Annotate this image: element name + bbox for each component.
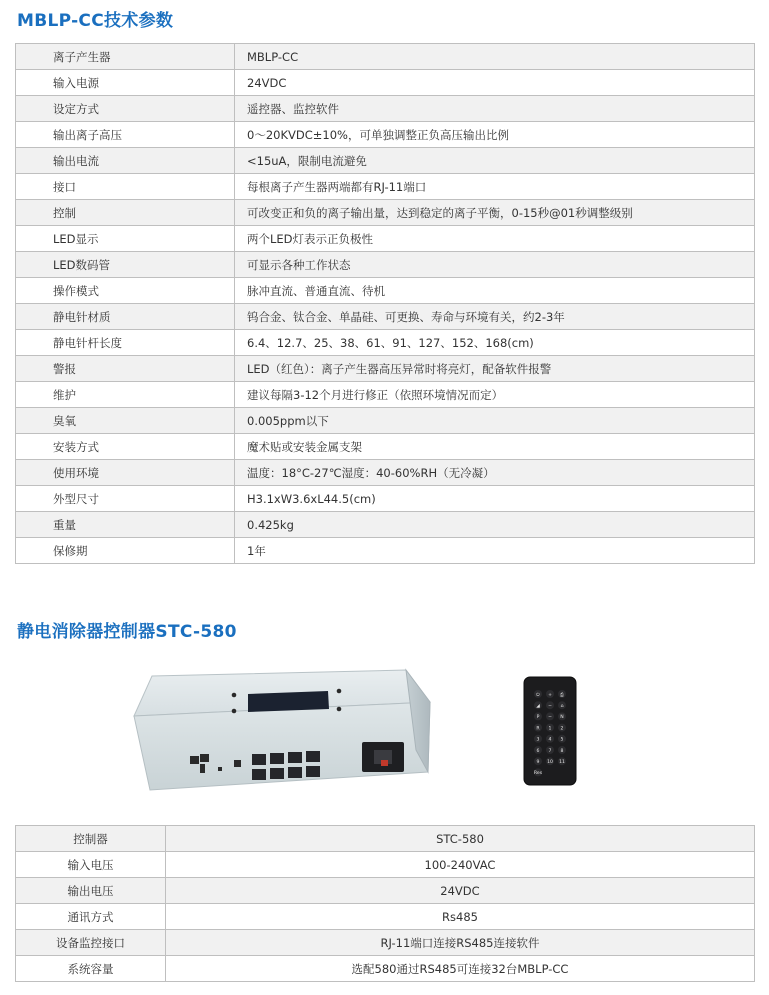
spec-value: 温度：18°C-27℃湿度：40-60%RH（无冷凝） [235,460,755,486]
section-title-mblp-cc: MBLP-CC技术参数 [17,11,174,31]
spec-row [16,956,755,982]
spec-key: 静电针材质 [16,304,235,330]
spec-key: 维护 [16,382,235,408]
spec-key: 系统容量 [16,956,166,982]
spec-row [16,512,755,538]
spec-value: MBLP-CC [235,44,755,70]
spec-key: 保修期 [16,538,235,564]
spec-row [16,826,755,852]
spec-row [16,200,755,226]
spec-row [16,930,755,956]
spec-value: 遥控器、监控软件 [235,96,755,122]
remote-key-label: − [548,704,552,709]
spec-row [16,878,755,904]
spec-row [16,434,755,460]
remote-key-label: N [560,715,564,721]
spec-value: 魔术贴或安装金属支架 [235,434,755,460]
spec-value: 6.4、12.7、25、38、61、91、127、152、168(cm) [235,330,755,356]
spec-value: 可显示各种工作状态 [235,252,755,278]
remote-key-label: ⎙ [560,692,564,698]
spec-key: 使用环境 [16,460,235,486]
spec-value: H3.1xW3.6xL44.5(cm) [235,486,755,512]
remote-key-label: 10 [547,760,553,765]
spec-row [16,148,755,174]
spec-key: 输出电压 [16,878,166,904]
spec-value: 1年 [235,538,755,564]
spec-value: Rs485 [166,904,755,930]
spec-row [16,382,755,408]
spec-key: LED数码管 [16,252,235,278]
remote-key-label: ◢ [536,704,540,709]
spec-key: 安装方式 [16,434,235,460]
spec-key: 设定方式 [16,96,235,122]
spec-key: 设备监控接口 [16,930,166,956]
spec-row [16,538,755,564]
spec-value: 0.425kg [235,512,755,538]
spec-row [16,70,755,96]
spec-key: 重量 [16,512,235,538]
remote-key-label: 11 [559,760,565,765]
spec-key: 离子产生器 [16,44,235,70]
spec-value: RJ-11端口连接RS485连接软件 [166,930,755,956]
spec-row [16,852,755,878]
spec-key: 接口 [16,174,235,200]
spec-row [16,904,755,930]
remote-key-label: 2 [560,726,564,732]
spec-value: 24VDC [235,70,755,96]
spec-row [16,356,755,382]
remote-key-label: R [536,726,540,732]
remote-control-image [523,676,577,786]
remote-key-label: 3 [536,737,540,743]
spec-value: 0.005ppm以下 [235,408,755,434]
remote-key-label: 7 [548,748,552,754]
remote-key-label: 9 [536,760,540,765]
spec-value: 24VDC [166,878,755,904]
spec-row [16,408,755,434]
remote-key-label: 6 [536,748,540,754]
spec-value: <15uA，限制电流避免 [235,148,755,174]
spec-key: 警报 [16,356,235,382]
spec-key: 输入电压 [16,852,166,878]
spec-key: 控制器 [16,826,166,852]
spec-row [16,460,755,486]
controller-device-image [130,668,442,792]
spec-row [16,252,755,278]
stc-580-spec-table [15,825,755,982]
spec-row [16,122,755,148]
spec-value: 两个LED灯表示正负极性 [235,226,755,252]
remote-key-label: ⌂ [560,704,564,709]
remote-key-label: P [536,715,540,721]
remote-key-label: 1 [548,726,552,732]
remote-key-label: + [548,692,552,698]
remote-key-label: − [548,715,552,721]
remote-key-label: 4 [548,737,552,743]
section-title-stc-580: 静电消除器控制器STC-580 [17,622,237,642]
spec-row [16,96,755,122]
spec-value: STC-580 [166,826,755,852]
spec-value: 100-240VAC [166,852,755,878]
spec-row [16,304,755,330]
spec-value: LED（红色）：离子产生器高压异常时将亮灯，配备软件报警 [235,356,755,382]
mblp-cc-spec-table [15,43,755,564]
spec-value: 脉冲直流、普通直流、待机 [235,278,755,304]
spec-value: 建议每隔3-12个月进行修正（依照环境情况而定） [235,382,755,408]
spec-key: 输出离子高压 [16,122,235,148]
spec-key: 输入电源 [16,70,235,96]
remote-key-label: Res [533,771,543,777]
spec-key: 静电针杆长度 [16,330,235,356]
spec-key: 外型尺寸 [16,486,235,512]
spec-key: 输出电流 [16,148,235,174]
spec-key: 通讯方式 [16,904,166,930]
spec-row [16,44,755,70]
spec-row [16,486,755,512]
spec-key: 臭氧 [16,408,235,434]
spec-row [16,174,755,200]
spec-value: 选配580通过RS485可连接32台MBLP-CC [166,956,755,982]
spec-value: 0～20KVDC±10%，可单独调整正负高压输出比例 [235,122,755,148]
spec-row [16,226,755,252]
remote-key-label: 5 [560,737,564,743]
spec-row [16,278,755,304]
spec-key: LED显示 [16,226,235,252]
spec-value: 钨合金、钛合金、单晶硅、可更换、寿命与环境有关，约2-3年 [235,304,755,330]
spec-value: 每根离子产生器两端都有RJ-11端口 [235,174,755,200]
spec-value: 可改变正和负的离子输出量，达到稳定的离子平衡，0-15秒@01秒调整级别 [235,200,755,226]
remote-key-label: 8 [560,748,564,754]
spec-key: 操作模式 [16,278,235,304]
remote-key-label: ⏻ [536,692,540,698]
spec-row [16,330,755,356]
spec-key: 控制 [16,200,235,226]
